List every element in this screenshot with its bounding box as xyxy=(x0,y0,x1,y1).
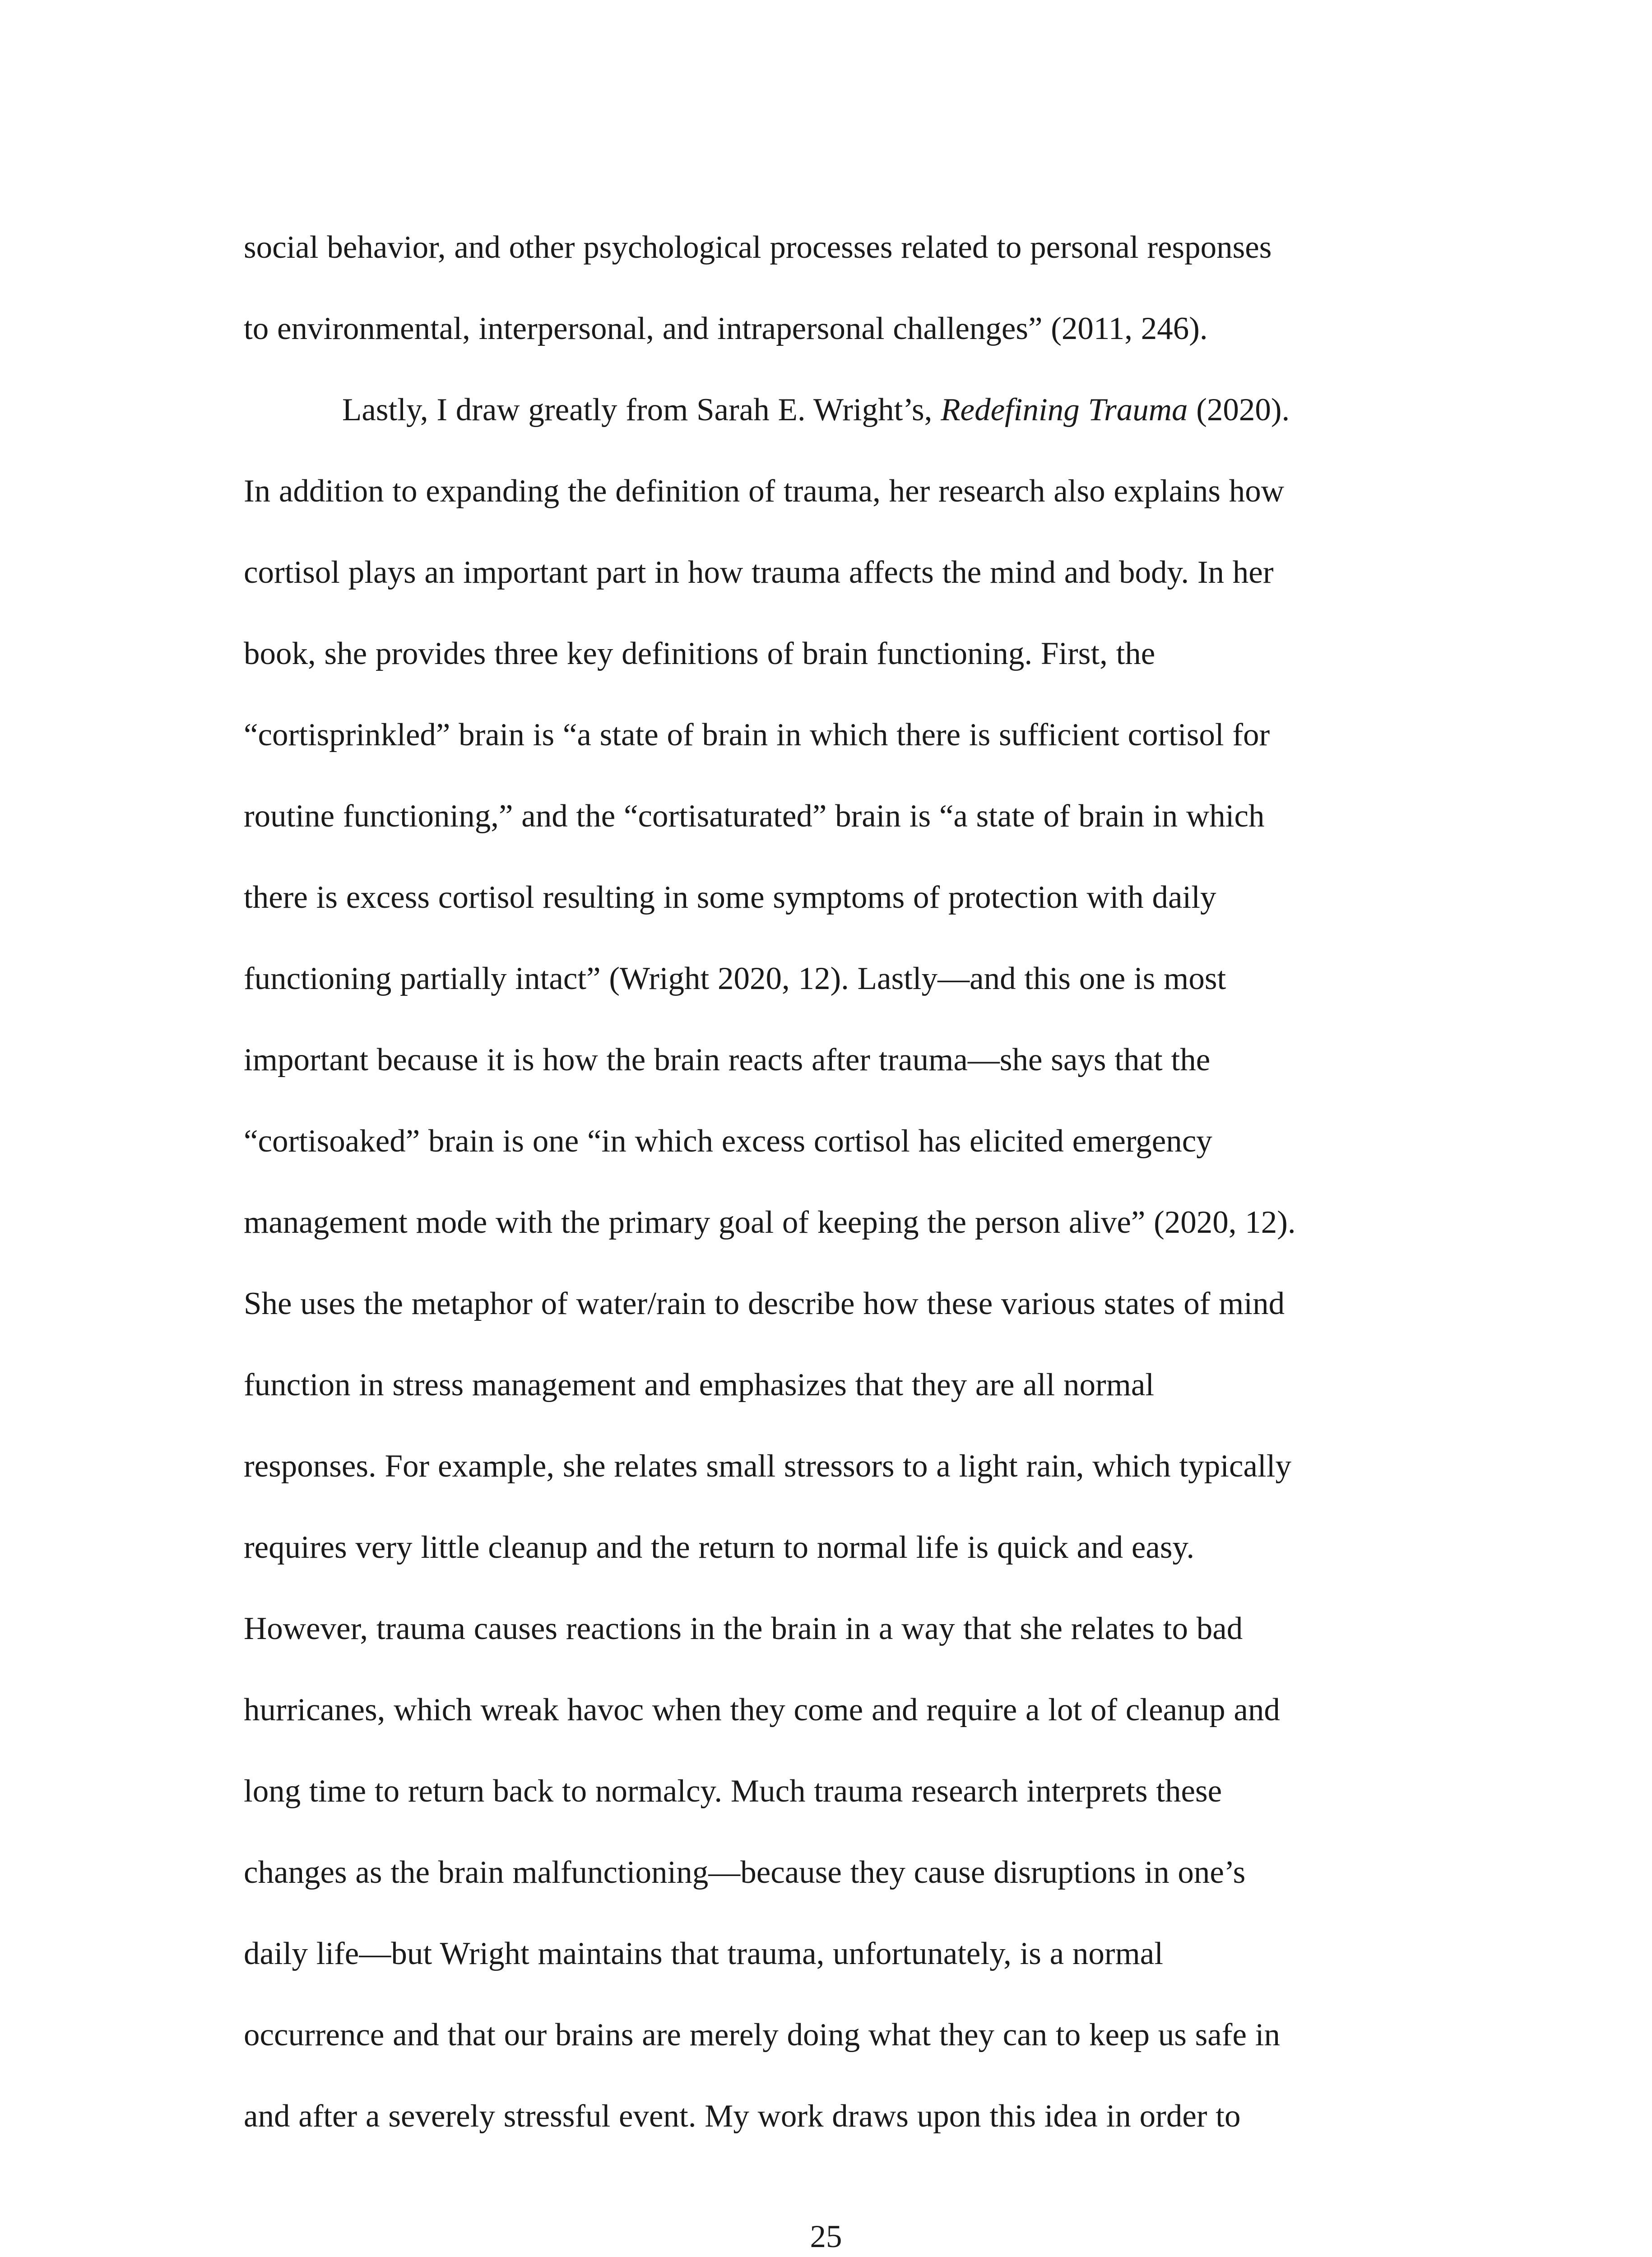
text-line: She uses the metaphor of water/rain to describe how these various states of mind xyxy=(244,1286,1285,1321)
body-text xyxy=(244,207,1417,2157)
text-line: book, she provides three key definitions of brain functioning. First, the xyxy=(244,636,1155,671)
text-line: requires very little cleanup and the return to normal life is quick and easy. xyxy=(244,1530,1195,1565)
text-line: routine functioning,” and the “cortisaturated” brain is “a state of brain in which xyxy=(244,799,1265,834)
text-line: daily life—but Wright maintains that trauma, unfortunately, is a normal xyxy=(244,1936,1164,1971)
text-line: “cortisprinkled” brain is “a state of brain in which there is sufficient cortisol for xyxy=(244,717,1270,752)
text-line: and after a severely stressful event. My work draws upon this idea in order to xyxy=(244,2099,1241,2134)
text-line: there is excess cortisol resulting in some symptoms of protection with daily xyxy=(244,880,1216,915)
text-line: However, trauma causes reactions in the brain in a way that she relates to bad xyxy=(244,1611,1243,1646)
text-line: hurricanes, which wreak havoc when they come and require a lot of cleanup and xyxy=(244,1692,1280,1728)
page-number: 25 xyxy=(810,2219,842,2254)
text-line: functioning partially intact” (Wright 2020, 12). Lastly—and this one is most xyxy=(244,961,1226,996)
text-line: important because it is how the brain reacts after trauma—she says that the xyxy=(244,1042,1211,1077)
text-line: function in stress management and emphasizes that they are all normal xyxy=(244,1367,1155,1402)
book-title: Redefining Trauma xyxy=(941,392,1188,427)
text-line: management mode with the primary goal of keeping the person alive” (2020, 12). xyxy=(244,1205,1296,1240)
text-line: social behavior, and other psychological processes related to personal responses xyxy=(244,230,1272,265)
text-line: In addition to expanding the definition of trauma, her research also explains how xyxy=(244,474,1285,509)
text-run: (2020). xyxy=(1188,392,1290,427)
text-run: Lastly, I draw greatly from Sarah E. Wright’s, xyxy=(342,392,941,427)
text-line: to environmental, interpersonal, and intrapersonal challenges” (2011, 246). xyxy=(244,311,1208,346)
text-line: occurrence and that our brains are merely doing what they can to keep us safe in xyxy=(244,2017,1280,2053)
text-line: long time to return back to normalcy. Much trauma research interprets these xyxy=(244,1774,1222,1809)
paragraph-first-line xyxy=(244,369,1417,450)
text-line: “cortisoaked” brain is one “in which excess cortisol has elicited emergency xyxy=(244,1124,1212,1159)
text-line: cortisol plays an important part in how trauma affects the mind and body. In her xyxy=(244,555,1274,590)
text-line: responses. For example, she relates small stressors to a light rain, which typically xyxy=(244,1449,1291,1484)
text-line: changes as the brain malfunctioning—because they cause disruptions in one’s xyxy=(244,1855,1246,1890)
